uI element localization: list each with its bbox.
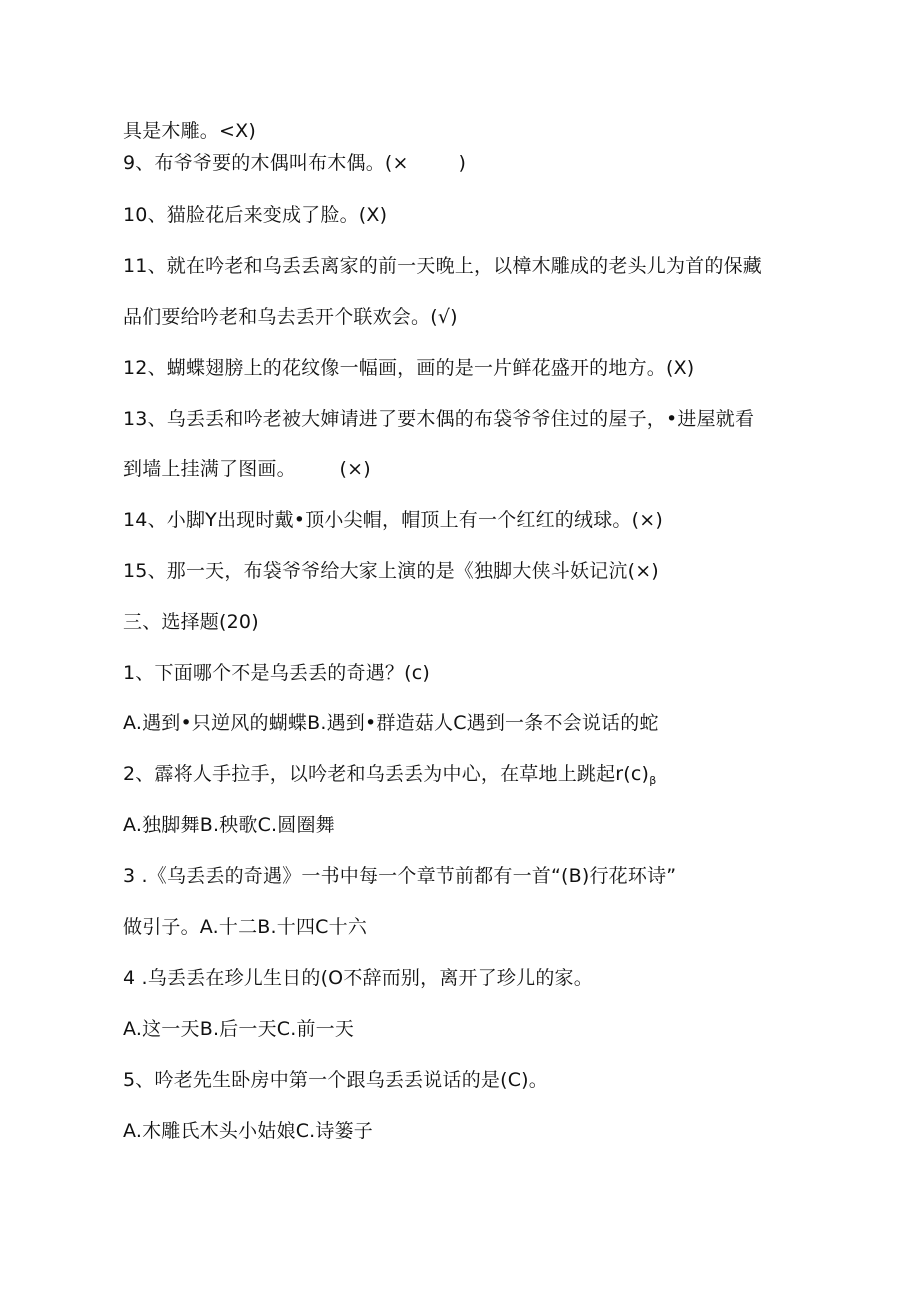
true-false-item-15: 15、那一天，布袋爷爷给大家上演的是《独脚大侠斗妖记沆(×): [123, 560, 659, 582]
choice-question-3-line-2: 做引子。A.十二B.十四C十六: [123, 916, 368, 938]
choice-question-4: 4 .乌丢丢在珍儿生日的(O不辞而别，离开了珍儿的家。: [123, 967, 593, 989]
choice-question-5-options: A.木雕氏木头小姑娘C.诗篓子: [123, 1120, 374, 1142]
true-false-item-14: 14、小脚Y出现时戴•顶小尖帽，帽顶上有一个红红的绒球。(×): [123, 509, 663, 531]
true-false-item-12: 12、蝴蝶翅膀上的花纹像一幅画，画的是一片鲜花盛开的地方。(X): [123, 357, 695, 379]
true-false-item-13-line-2: 到墙上挂满了图画。 (×): [123, 458, 371, 480]
true-false-item-9: 9、布爷爷要的木偶叫布木偶。(× ): [123, 152, 467, 174]
choice-question-2-suffix: β: [649, 774, 657, 787]
choice-question-1-options: A.遇到•只逆风的蝴蝶B.遇到•群造菇人C遇到一条不会说话的蛇: [123, 712, 659, 734]
choice-question-1: 1、下面哪个不是乌丢丢的奇遇？(c): [123, 662, 430, 684]
true-false-item-13-line-1: 13、乌丢丢和吟老被大婶请进了要木偶的布袋爷爷住过的屋子，•进屋就看: [123, 408, 755, 430]
true-false-item-11-line-1: 11、就在吟老和乌丢丢离家的前一天晚上，以樟木雕成的老头儿为首的保藏: [123, 255, 762, 277]
true-false-item-10: 10、猫脸花后来变成了脸。(X): [123, 204, 388, 226]
choice-question-2-options: A.独脚舞B.秧歌C.圆圈舞: [123, 814, 335, 836]
choice-question-3-line-1: 3 .《乌丢丢的奇遇》一书中每一个章节前都有一首“(B)行花环诗”: [123, 865, 677, 887]
choice-question-2-line: [123, 762, 656, 793]
choice-question-5: 5、吟老先生卧房中第一个跟乌丢丢说话的是(C)。: [123, 1069, 548, 1091]
choice-question-2: 2、霹将人手拉手，以吟老和乌丢丢为中心，在草地上跳起r(c): [123, 763, 650, 785]
section-heading-multiple-choice: 三、选择题(20): [123, 611, 259, 633]
true-false-item-11-line-2: 品们要给吟老和乌去丢开个联欢会。(√): [123, 306, 458, 328]
text-line-continuation: 具是木雕。<X): [123, 120, 256, 142]
choice-question-4-options: A.这一天B.后一天C.前一天: [123, 1018, 355, 1040]
